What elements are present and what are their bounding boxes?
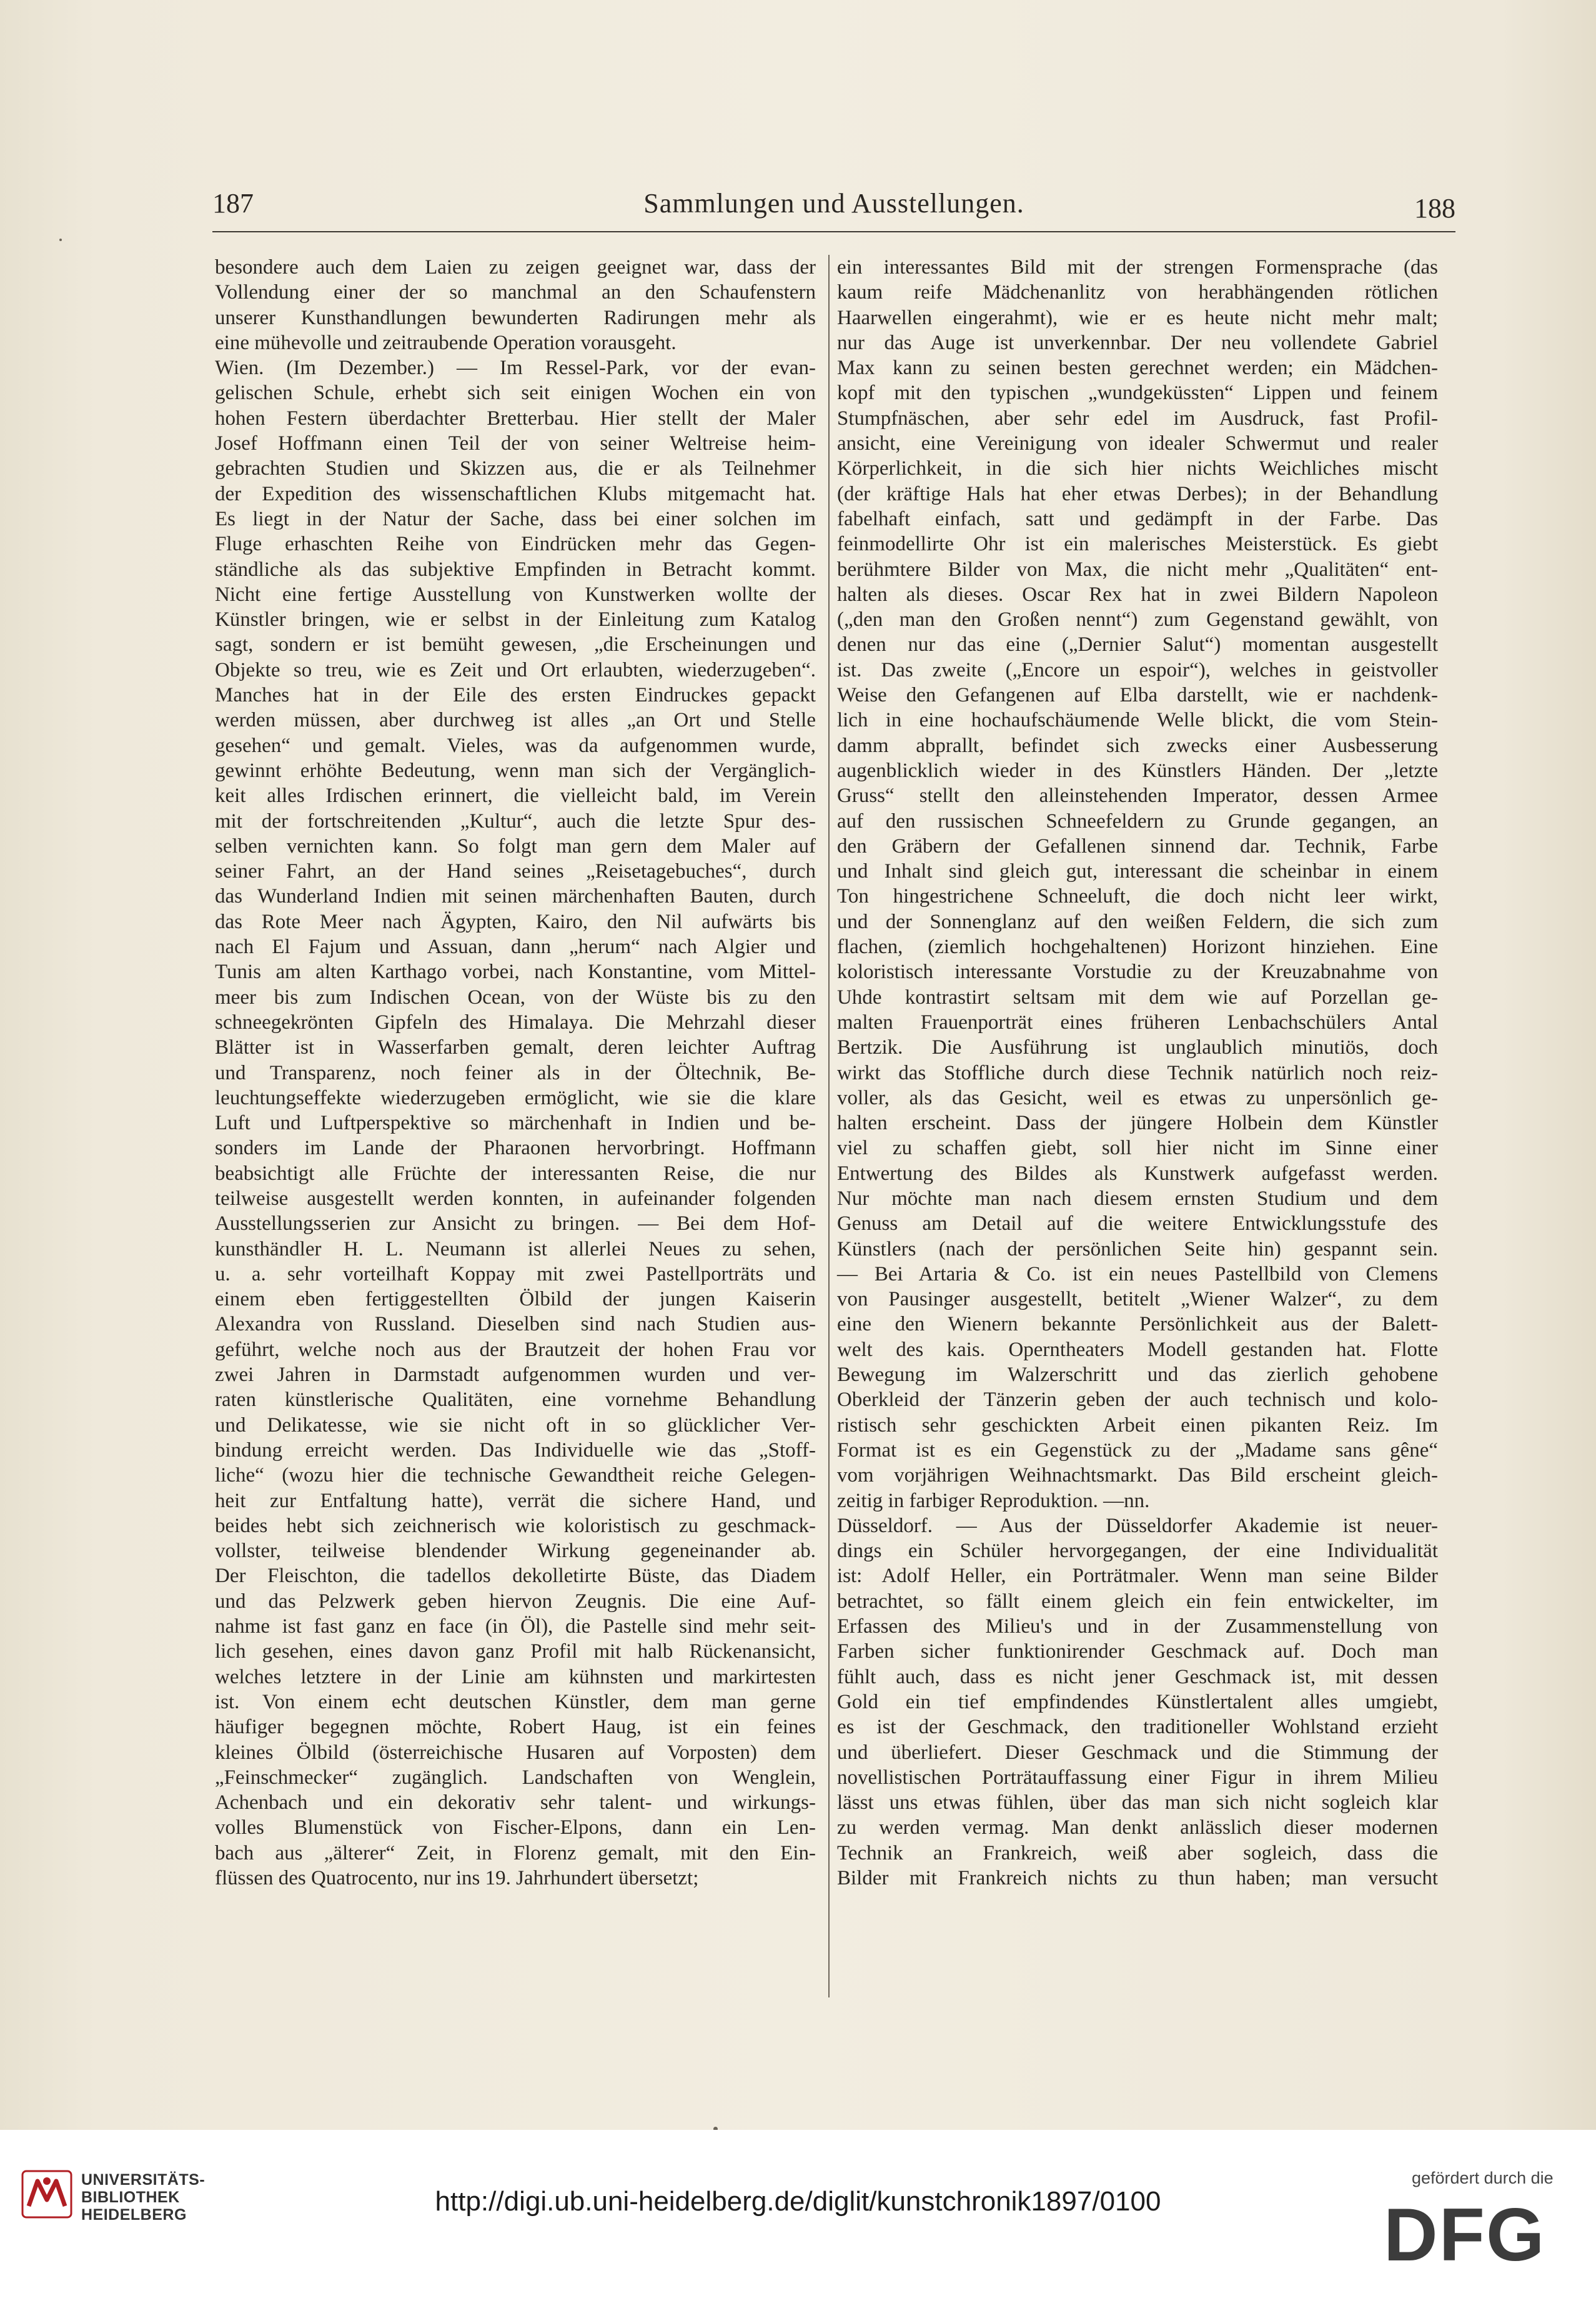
text-line: Tunis am alten Karthago vorbei, nach Konstantine, vom Mittel-	[215, 961, 816, 984]
text-line: Luft und Luftperspektive so märchenhaft in Indien und be-	[215, 1112, 816, 1135]
text-line: feinmodellirte Ohr ist ein malerisches Meisterstück. Es giebt	[837, 533, 1438, 556]
text-line: schneegekrönten Gipfeln des Himalaya. Die Mehrzahl dieser	[215, 1011, 816, 1034]
text-line: werden müssen, aber durchweg ist alles „an Ort und Stelle	[215, 709, 816, 732]
text-line: Manches hat in der Eile des ersten Eindruckes gepackt	[215, 684, 816, 707]
text-line: Nicht eine fertige Ausstellung von Kunstwerken wollte der	[215, 583, 816, 606]
text-line: volles Blumenstück von Fischer-Elpons, dann ein Len-	[215, 1816, 816, 1839]
text-line: Wien. (Im Dezember.) — Im Ressel-Park, vor der evan-	[215, 357, 816, 380]
text-line: Achenbach und ein dekorativ sehr talent- und wirkungs-	[215, 1791, 816, 1814]
text-line: meer bis zum Indischen Ocean, von der Wüste bis zu den	[215, 986, 816, 1009]
right-column	[837, 255, 1438, 1891]
text-line: Düsseldorf. — Aus der Düsseldorfer Akademie ist neuer-	[837, 1514, 1438, 1537]
text-line: flachen, (ziemlich hochgehaltenen) Horizont hinziehen. Eine	[837, 936, 1438, 959]
permalink-url[interactable]: http://digi.ub.uni-heidelberg.de/diglit/kunstchronik1897/0100	[435, 2186, 1161, 2217]
text-line: sonders im Lande der Pharaonen hervorbringt. Hoffmann	[215, 1137, 816, 1160]
funder-caption: gefördert durch die	[1412, 2169, 1554, 2187]
text-line: häufiger begegnen möchte, Robert Haug, ist ein feines	[215, 1716, 816, 1739]
text-line: (der kräftige Hals hat eher etwas Derbes); in der Behandlung	[837, 482, 1438, 505]
text-line: Bertzik. Die Ausführung ist unglaublich minutiös, doch	[837, 1036, 1438, 1059]
text-line: kaum reife Mädchenanlitz von herabhängenden rötlichen	[837, 281, 1438, 304]
header-rule	[212, 231, 1455, 232]
text-line: Vollendung einer der so manchmal an den Schaufenstern	[215, 281, 816, 304]
text-line: beides hebt sich zeichnerisch wie koloristisch zu geschmack-	[215, 1514, 816, 1537]
text-line: auf den russischen Schneefeldern zu Grunde gegangen, an	[837, 809, 1438, 833]
text-line: und das Pelzwerk geben hiervon Zeugnis. Die eine Auf-	[215, 1590, 816, 1613]
text-line: gesehen“ und gemalt. Vieles, was da aufgenommen wurde,	[215, 734, 816, 757]
text-line: das Wunderland Indien mit seinen märchenhaften Bauten, durch	[215, 885, 816, 908]
text-line: Entwertung des Bildes als Kunstwerk aufgefasst werden.	[837, 1162, 1438, 1185]
text-line: Format ist es ein Gegenstück zu der „Madame sans gêne“	[837, 1438, 1438, 1462]
text-line: Ton hingestrichene Schneeluft, die doch nicht leer wirkt,	[837, 885, 1438, 908]
text-line: beabsichtigt alle Früchte der interessanten Reise, die nur	[215, 1162, 816, 1185]
running-header	[212, 187, 1455, 231]
text-line: Es liegt in der Natur der Sache, dass bei einer solchen im	[215, 507, 816, 530]
text-line: eine mühevolle und zeitraubende Operation vorausgeht.	[215, 331, 677, 354]
text-line: Weise den Gefangenen auf Elba darstellt, wie er nachdenk-	[837, 684, 1438, 707]
text-line: gewinnt erhöhte Bedeutung, wenn man sich der Vergänglich-	[215, 759, 816, 782]
text-line: leuchtungseffekte wiederzugeben ermöglicht, wie sie die klare	[215, 1086, 816, 1109]
text-line: Künstlers (nach der persönlichen Seite hin) gespannt sein.	[837, 1237, 1438, 1260]
text-line: halten als dieses. Oscar Rex hat in zwei Bildern Napoleon	[837, 583, 1438, 606]
text-line: denen nur das eine („Dernier Salut“) momentan ausgestellt	[837, 633, 1438, 656]
text-line: damm abprallt, befindet sich zwecks einer Ausbesserung	[837, 734, 1438, 757]
text-line: Erfassen des Milieu's und in der Zusammenstellung von	[837, 1615, 1438, 1638]
text-line: Alexandra von Russland. Dieselben sind nach Studien aus-	[215, 1313, 816, 1336]
text-line: Josef Hoffmann einen Teil der von seiner Weltreise heim-	[215, 432, 816, 455]
text-line: Technik an Frankreich, weiß aber sogleich, dass die	[837, 1841, 1438, 1864]
text-line: ist. Das zweite („Encore un espoir“), welches in geistvoller	[837, 658, 1438, 681]
text-line: Haarwellen eingerahmt), wie er es heute nicht mehr malt;	[837, 306, 1438, 329]
text-line: kunsthändler H. L. Neumann ist allerlei Neues zu sehen,	[215, 1237, 816, 1260]
text-line: lich in eine hochaufschäumende Welle blickt, die vom Stein-	[837, 709, 1438, 732]
text-line: wirkt das Stoffliche durch diese Technik natürlich noch reiz-	[837, 1061, 1438, 1084]
text-line: Uhde kontrastirt seltsam mit dem wie auf Porzellan ge-	[837, 986, 1438, 1009]
text-line: bach aus „älterer“ Zeit, in Florenz gemalt, mit den Ein-	[215, 1841, 816, 1864]
text-line: berühmtere Bilder von Max, die nicht mehr „Qualitäten“ ent-	[837, 558, 1438, 581]
text-line: selben vernichten kann. So folgt man gern dem Maler auf	[215, 834, 816, 858]
running-title: Sammlungen und Ausstellungen.	[643, 188, 1024, 219]
text-line: es ist der Geschmack, den traditioneller Wohlstand erzieht	[837, 1716, 1438, 1739]
text-line: bindung erreicht werden. Das Individuelle wie das „Stoff-	[215, 1438, 816, 1462]
text-line: Blätter ist in Wasserfarben gemalt, deren leichter Auftrag	[215, 1036, 816, 1059]
text-line: ristisch sehr geschickten Arbeit einen pikanten Reiz. Im	[837, 1413, 1438, 1437]
text-line: Künstler bringen, wie er selbst in der Einleitung zum Katalog	[215, 608, 816, 631]
library-name-line: BIBLIOTHEK	[81, 2189, 180, 2206]
text-line: gelischen Schule, erhebt sich seit einigen Wochen ein von	[215, 382, 816, 405]
text-line: ist. Von einem echt deutschen Künstler, dem man gerne	[215, 1690, 816, 1713]
text-line: und Inhalt sind gleich gut, interessant die scheinbar in einem	[837, 860, 1438, 883]
text-line: zwei Jahren in Darmstadt aufgenommen wurden und ver-	[215, 1363, 816, 1387]
text-line: nach El Fajum und Assuan, dann „herum“ nach Algier und	[215, 936, 816, 959]
text-line: vom vorjährigen Weihnachtsmarkt. Das Bild erscheint gleich-	[837, 1464, 1438, 1487]
text-line: fühlt auch, dass es nicht jener Geschmack ist, mit dessen	[837, 1665, 1438, 1688]
ink-speck	[59, 239, 62, 241]
text-line: kopf mit den typischen „wundgeküssten“ Lippen und feinem	[837, 382, 1438, 405]
text-line: nahme ist fast ganz en face (in Öl), die Pastelle sind mehr seit-	[215, 1615, 816, 1638]
text-line: das Rote Meer nach Ägypten, Kairo, den Nil aufwärts bis	[215, 910, 816, 933]
text-line: („den man den Großen nennt“) zum Gegenstand gewählt, von	[837, 608, 1438, 631]
left-column	[215, 255, 816, 1891]
page-number-left: 187	[212, 188, 254, 219]
text-line: Ausstellungsserien zur Ansicht zu bringen. — Bei dem Hof-	[215, 1212, 816, 1235]
text-line: eine den Wienern bekannte Persönlichkeit aus der Balett-	[837, 1313, 1438, 1336]
text-line: den Gräbern der Gefallenen sinnend dar. Technik, Farbe	[837, 834, 1438, 858]
text-line: geführt, welche noch aus der Brautzeit der hohen Frau vor	[215, 1338, 816, 1361]
column-divider	[828, 255, 830, 1997]
text-line: voller, als das Gesicht, weil es etwas zu unpersönlich ge-	[837, 1086, 1438, 1109]
text-line: welches letztere in der Linie am kühnsten und markirtesten	[215, 1665, 816, 1688]
text-line: sagt, sondern er ist bemüht gewesen, „die Erscheinungen und	[215, 633, 816, 656]
text-line: und Delikatesse, wie sie nicht oft in so glücklicher Ver-	[215, 1413, 816, 1437]
text-line: und der Sonnenglanz auf den weißen Feldern, die sich zum	[837, 910, 1438, 933]
text-line: Oberkleid der Tänzerin geben der auch technisch und kolo-	[837, 1388, 1438, 1412]
text-line: keit alles Irdischen erinnert, die vielleicht bald, im Verein	[215, 784, 816, 808]
text-line: ansicht, eine Vereinigung von idealer Schwermut und realer	[837, 432, 1438, 455]
text-line: Objekte so treu, wie es Zeit und Ort erlaubten, wiederzugeben“.	[215, 658, 816, 681]
text-line: mit der fortschreitenden „Kultur“, auch die letzte Spur des-	[215, 809, 816, 833]
text-line: ist: Adolf Heller, ein Porträtmaler. Wenn man seine Bilder	[837, 1565, 1438, 1588]
text-line: zu werden vermag. Man denkt anlässlich dieser modernen	[837, 1816, 1438, 1839]
text-line: Der Fleischton, die tadellos dekolletirte Büste, das Diadem	[215, 1565, 816, 1588]
text-line: Stumpfnäschen, aber sehr edel im Ausdruck, fast Profil-	[837, 407, 1438, 430]
text-line: hohen Festern überdachter Bretterbau. Hier stellt der Maler	[215, 407, 816, 430]
text-line: Genuss am Detail auf die weitere Entwicklungsstufe des	[837, 1212, 1438, 1235]
text-line: nur das Auge ist unverkennbar. Der neu vollendete Gabriel	[837, 331, 1438, 354]
text-line: flüssen des Quatrocento, nur ins 19. Jahrhundert übersetzt;	[215, 1867, 699, 1889]
text-line: der Expedition des wissenschaftlichen Klubs mitgemacht hat.	[215, 482, 816, 505]
text-line: ständliche als das subjektive Empfinden in Betracht kommt.	[215, 558, 816, 581]
text-line: und überliefert. Dieser Geschmack und die Stimmung der	[837, 1741, 1438, 1764]
text-line: malten Frauenporträt eines früheren Lenbachschülers Antal	[837, 1011, 1438, 1034]
text-line: zeitig in farbiger Reproduktion. —nn.	[837, 1489, 1150, 1512]
text-line: augenblicklich wieder in des Künstlers Händen. Der „letzte	[837, 759, 1438, 782]
text-line: „Feinschmecker“ zugänglich. Landschaften von Wenglein,	[215, 1766, 816, 1789]
text-line: halten erscheint. Dass der jüngere Holbein dem Künstler	[837, 1112, 1438, 1135]
text-line: lich gesehen, eines davon ganz Profil mit halb Rückenansicht,	[215, 1640, 816, 1663]
text-line: raten künstlerische Qualitäten, eine vornehme Behandlung	[215, 1388, 816, 1412]
text-line: welt des kais. Operntheaters Modell gestanden hat. Flotte	[837, 1338, 1438, 1361]
text-line: betrachtet, so fällt einem gleich ein fein entwickelter, im	[837, 1590, 1438, 1613]
text-line: novellistischen Porträtauffassung einer Figur in ihrem Milieu	[837, 1766, 1438, 1789]
text-line: Farben sicher funktionirender Geschmack auf. Doch man	[837, 1640, 1438, 1663]
text-line: heit zur Entfaltung hatte), verrät die sichere Hand, und	[215, 1489, 816, 1512]
text-line: Nur möchte man nach diesem ernsten Studium und dem	[837, 1187, 1438, 1210]
text-line: koloristisch interessante Vorstudie zu der Kreuzabnahme von	[837, 961, 1438, 984]
text-line: kleines Ölbild (österreichische Husaren auf Vorposten) dem	[215, 1741, 816, 1764]
text-line: Gruss“ stellt den alleinstehenden Imperator, dessen Armee	[837, 784, 1438, 808]
text-line: und Transparenz, noch feiner als in der Öltechnik, Be-	[215, 1061, 816, 1084]
digitization-footer	[0, 2130, 1596, 2311]
text-line: ein interessantes Bild mit der strengen Formensprache (das	[837, 256, 1438, 279]
text-line: fabelhaft einfach, satt und gedämpft in der Farbe. Das	[837, 507, 1438, 530]
text-line: von Pausinger ausgestellt, betitelt „Wiener Walzer“, zu dem	[837, 1288, 1438, 1311]
library-name-line: UNIVERSITÄTS-	[81, 2171, 206, 2189]
text-line: viel zu schaffen giebt, soll hier nicht im Sinne einer	[837, 1137, 1438, 1160]
text-line: lässt uns etwas fühlen, über das man sich nicht sogleich klar	[837, 1791, 1438, 1814]
text-line: teilweise ausgestellt werden konnten, in aufeinander folgenden	[215, 1187, 816, 1210]
text-line: dings ein Schüler hervorgegangen, der eine Individualität	[837, 1540, 1438, 1563]
dfg-logo[interactable]: DFG	[1384, 2193, 1546, 2277]
text-line: Bewegung im Walzerschritt und das zierlich gehobene	[837, 1363, 1438, 1387]
text-line: Max kann zu seinen besten gerechnet werden; ein Mädchen-	[837, 357, 1438, 380]
text-line: — Bei Artaria & Co. ist ein neues Pastellbild von Clemens	[837, 1262, 1438, 1285]
text-line: Bilder mit Frankreich nichts zu thun haben; man versucht	[837, 1867, 1438, 1889]
text-line: liche“ (wozu hier die technische Gewandtheit reiche Gelegen-	[215, 1464, 816, 1487]
text-line: u. a. sehr vorteilhaft Koppay mit zwei Pastellporträts und	[215, 1262, 816, 1285]
text-line: Körperlichkeit, in die sich hier nichts Weichliches mischt	[837, 457, 1438, 480]
text-line: besondere auch dem Laien zu zeigen geeignet war, dass der	[215, 256, 816, 279]
text-line: seiner Fahrt, an der Hand seines „Reisetagebuches“, durch	[215, 860, 816, 883]
text-line: unserer Kunsthandlungen bewunderten Radirungen mehr als	[215, 306, 816, 329]
text-line: einem eben fertiggestellten Ölbild der jungen Kaiserin	[215, 1288, 816, 1311]
text-line: vollster, teilweise blendender Wirkung gegeneinander ab.	[215, 1540, 816, 1563]
text-line: gebrachten Studien und Skizzen aus, die er als Teilnehmer	[215, 457, 816, 480]
library-name-line: HEIDELBERG	[81, 2206, 187, 2224]
text-line: Fluge erhaschten Reihe von Eindrücken mehr das Gegen-	[215, 533, 816, 556]
page-number-right: 188	[1414, 193, 1455, 224]
text-line: Gold ein tief empfindendes Künstlertalent alles umgiebt,	[837, 1690, 1438, 1713]
